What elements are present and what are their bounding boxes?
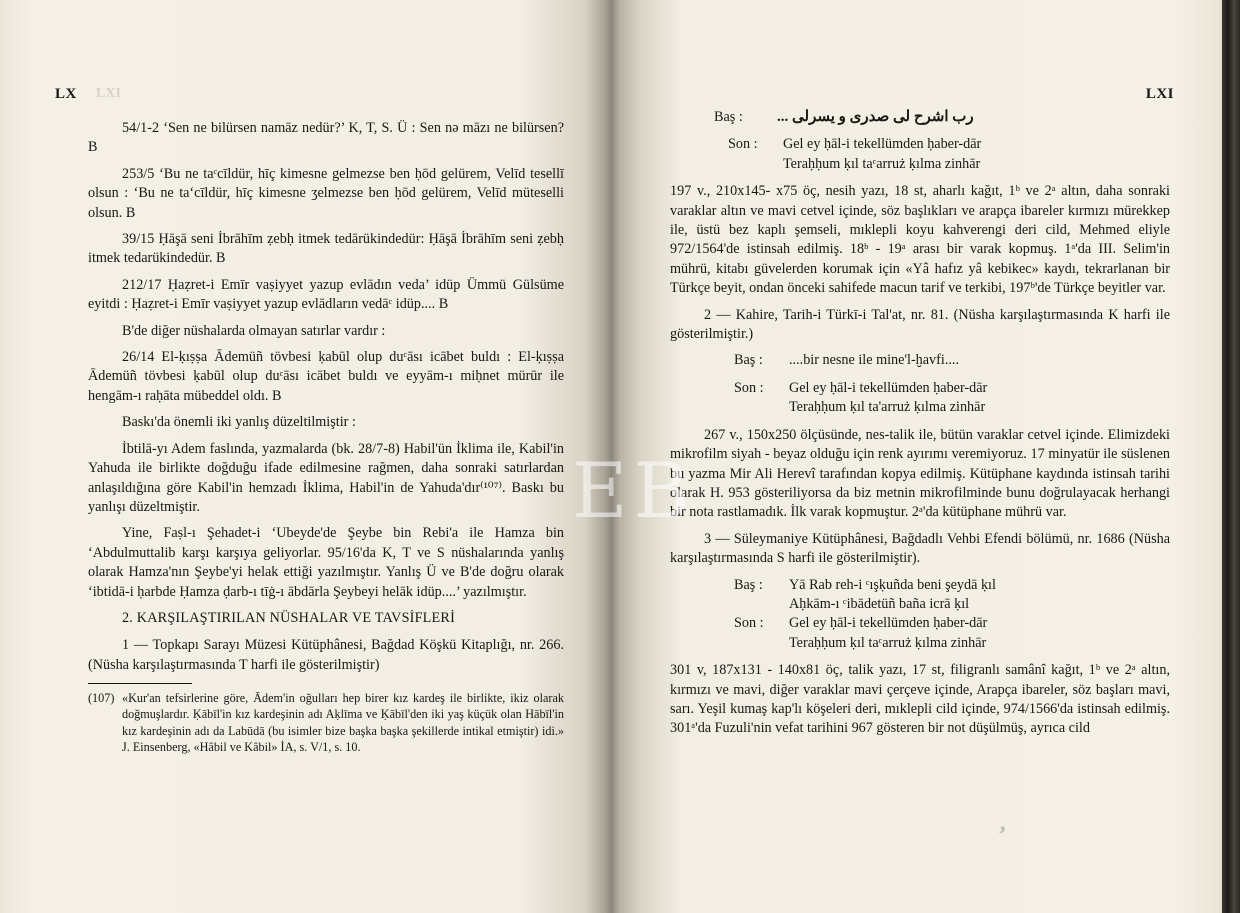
variant-note-5: 26/14 El-ḳıṣṣa Ādemüñ tövbesi ḳabūl olup duᶜāsı icābet buldı : El-ḳıṣṣa Ādemüñ tövbesi ḳabūl olup duᶜāsı icābet buldı ve eyyām-ı miḥnet mürūr ile hengām-ı raḥāta mübeddel oldı. B [88, 349, 564, 404]
footnote [88, 690, 564, 755]
son-label: Son : [734, 615, 764, 632]
manuscript-entry-3: 3 — Süleymaniye Kütüphânesi, Bağdadlı Vehbi Efendi bölümü, nr. 1686 (Nüsha karşılaştırmasında S harfi ile gösterilmiştir). [670, 530, 1170, 567]
correction-1: İbtilā-yı Adem faslında, yazmalarda (bk. 28/7-8) Habil'ün İklima ile, Kabil'in Yahuda ile birlikte doğduğu ifade edilmesine rağmen, daha sonraki satırlardan anlaşıldığına göre Kabil'in hemzadı İklima, Habil'in de Yahuda'dır⁽¹⁰⁷⁾. Baskı bu yanlışı düzeltmiştir. [88, 440, 564, 515]
extra-lines-intro: B'de diğer nüshalarda olmayan satırlar vardır : [122, 322, 386, 339]
watermark: EB [572, 446, 696, 535]
variant-note-3: 39/15 Ḥāşā seni İbrāhīm ẓebḥ itmek tedārükindedür: Ḥāşā İbrāhīm seni ẓebḥ itmek tedarükindedür. B [88, 231, 564, 267]
variant-note-2: 253/5 ‘Bu ne taᶜcīldür, hīç kimesne gelmezse ben ḥōd gelürem, Velīd tesellī olsun : ‘Bu ne ta‘cīldür, hīç kimesne ʒelmezse ben ḥōd gelürem, Velīd müteselli olsun. B [88, 165, 564, 221]
footnote-text: «Kur'an tefsirlerine göre, Ādem'in oğulları hep birer kız kardeş ile birlikte, ikiz olarak doğmuşlardır. Ḳābīl'in kız kardeşinin adı Aḳlīma ve Ḳābīl'den iki yaş küçük olan Hābīl'in kız kardeşinin adı da Labūdā (bu isimler bize başka başka şekillerde intikal etmiştir) idi.» J. Einsenberg, «Hâbil ve Kâbil» İA, s. V/1, s. 10. [122, 691, 564, 754]
correction-2: Yine, Faṣl-ı Şehadet-i ‘Ubeyde'de Şeybe bin Rebi'a ile Hamza bin ‘Abdulmuttalib karşı karşıya geliyorlar. 95/16'da K, T ve S nüshalarında yanlış olarak Hamza'nın Şeybe'yi helak ettiği yazılmıştır. Yanlış Ü ve B'de doğru olarak ‘ibtidā-i ḥarbde Ḥamza ḍarb-ı tīġ-ı ābdārla Şeybeyi helāk idüp....’ yazılmıştır. [88, 525, 564, 600]
incipit-line: Aḥkām-ı ᶜibādetüñ baña icrā ḳıl [789, 595, 970, 612]
incipit-2 [670, 351, 1170, 370]
manuscript-entry-1: 1 — Topkapı Sarayı Müzesi Kütüphânesi, Bağdad Köşkü Kitaplığı, nr. 266. (Nüsha karşılaştırmasında T harfi ile gösterilmiştir) [88, 637, 564, 673]
explicit-line: Gel ey ḥāl-i tekellümden ḥaber-dār [789, 615, 988, 632]
right-page [612, 0, 1222, 913]
footnote-rule [88, 683, 192, 684]
manuscript-entry-2: 2 — Kahire, Tarih-i Türkī-i Tal'at, nr. 81. (Nüsha karşılaştırmasında K harfi ile gösterilmiştir.) [670, 306, 1170, 343]
explicit-line: Teraḥḥum ḳıl taᶜarruż ḳılma zinhār [789, 634, 987, 651]
explicit-line: Gel ey ḥāl-i tekellümden ḥaber-dār [783, 136, 982, 153]
manuscript-description-3: 301 v, 187x131 - 140x81 öç, talik yazı, 17 st, filigranlı samânî kağıt, 1ᵇ ve 2ᵃ altın, kırmızı ve mavi, diğer varaklar mavi çerçeve içinde, Arapça ibareler, söz başları mavi, sarı. Yeşil kumaş kap'lı köşeleri deri, mıklepli cild içinde, 974/1566'da istinsah edilmiş. 301ᵃ'da Fuzuli'nin vefat tarihini 967 gösteren bir not düşülmüş, ayrıca cild [670, 662, 1170, 737]
variant-note-1: 54/1-2 ‘Sen ne bilürsen namāz nedür?’ K, T, S. Ü : Sen nə māzı ne bilürsen? B [88, 120, 564, 156]
explicit-line: Teraḥḥum ḳıl ta'arruż ḳılma zinhār [789, 399, 986, 416]
explicit-line: Gel ey ḥāl-i tekellümden ḥaber-dār [789, 379, 988, 396]
pencil-mark: ﻭ [1000, 821, 1006, 833]
son-label: Son : [728, 136, 758, 153]
explicit-2 [670, 379, 1170, 418]
incipit-line: ....bir nesne ile mine'l-ḫavfi.... [789, 352, 960, 369]
corrections-intro: Baskı'da önemli iki yanlış düzeltilmiştir : [122, 414, 356, 431]
variant-note-4: 212/17 Ḥaẓret-i Emīr vaṣiyyet yazup evlādın veda’ idüp Ümmü Gülsüme eyitdi : Ḥaẓret-i Emīr vaṣiyyet yazup evlādların vedāᶜ idüp.... B [88, 276, 564, 313]
manuscript-description-1: 197 v., 210x145- x75 öç, nesih yazı, 18 st, aharlı kağıt, 1ᵇ ve 2ᵃ altın, daha sonraki varaklar altın ve mavi cetvel içinde, söz başlıkları ve arapça ibareler kırmızı mürekkep ile, üstü bez kaplı şemseli, mıklepli koyu kahverengi deri cild, Mehmed eliyle 972/1564'de istinsah edilmiş. 18ᵇ - 19ᵃ arası bir varak kopmuş. 1ᵃ'da III. Selim'in mührü, kitabı güvelerden korumak için «Yâ hafız yâ kebikec» kaydı, tekrarlanan bir Türkçe beyit, ondan önceki sahifede macun tarif ve terkibi, 197ᵇ'de Türkçe beyitler var. [670, 183, 1170, 297]
bas-label: Baş : [714, 109, 743, 125]
incipit-3 [670, 576, 1170, 654]
bas-label: Baş : [734, 352, 763, 369]
son-label: Son : [734, 379, 764, 396]
bas-label: Baş : [734, 576, 763, 593]
left-page [0, 0, 612, 913]
incipit-line: Yā Rab reh-i ᶜışḳuñda beni şeydā ḳıl [789, 576, 996, 593]
explicit-1 [670, 135, 1170, 174]
explicit-line: Teraḥḥum ḳıl taᶜarruż ḳılma zinhār [783, 155, 981, 172]
footnote-number: (107) [88, 691, 115, 706]
section-heading: 2. KARŞILAŞTIRILAN NÜSHALAR VE TAVSİFLERİ [122, 609, 455, 626]
page-number-right: LXI [1145, 86, 1174, 102]
arabic-incipit: رب اشرح لى صدرى و يسرلى ... [777, 109, 974, 125]
right-page-text [670, 108, 1170, 746]
incipit-1 [670, 108, 1170, 127]
book-edge [1222, 0, 1240, 913]
left-page-text [88, 119, 564, 755]
show-through-folio: LXI [96, 86, 121, 101]
manuscript-description-2: 267 v., 150x250 ölçüsünde, nes-talik ile, bütün varaklar cetvel içinde. Elimizdeki mikrofilm siyah - beyaz olduğu için renk ayırımı veremiyoruz. 17 minyatür ile süslenen bu yazma Mir Ali Herevî tarafından kopya edilmiş. Kütüphane kaydında istinsah tarihi olarak H. 953 gösteriliyorsa da biz metnin mikrofilminde bunu doğrulayacak herhangi bir nota rastlamadık. İlk varak kopmuştur. 2ᵃ'da kütüphane mührü var. [670, 426, 1170, 521]
page-number-left: LX [55, 86, 77, 102]
